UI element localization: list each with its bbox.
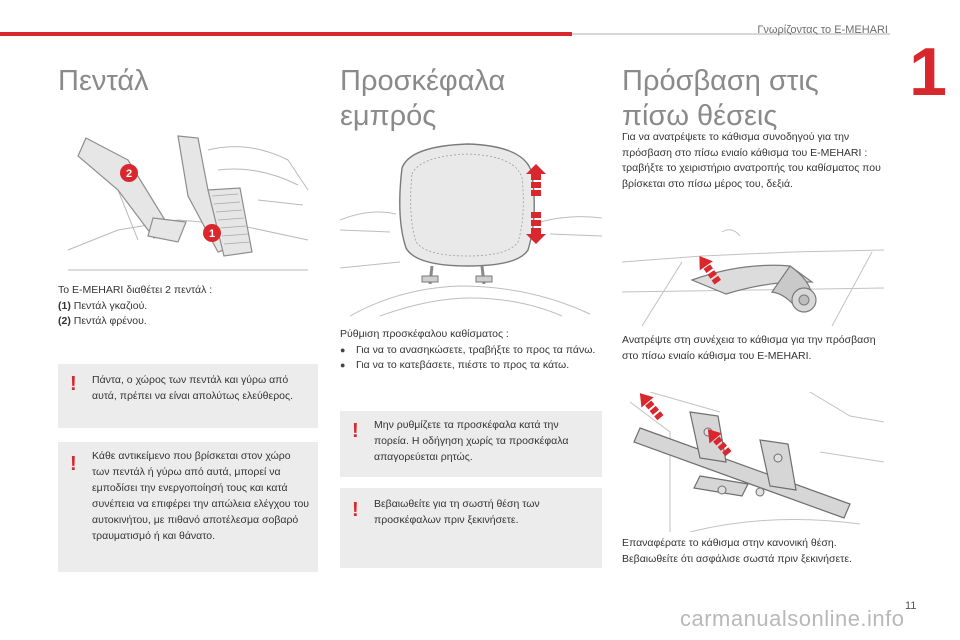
pedals-warning-1 — [58, 364, 318, 428]
warning-text: Πάντα, ο χώρος των πεντάλ και γύρω από αυτά, πρέπει να είναι απολύτως ελεύθερος. — [92, 374, 293, 402]
pedals-illustration — [58, 130, 318, 276]
rear-access-title-line1: Πρόσβαση στις — [622, 65, 819, 97]
warning-text: Βεβαιωθείτε για τη σωστή θέση των προσκέφαλων πριν ξεκινήσετε. — [374, 498, 540, 526]
headrest-description — [340, 327, 602, 374]
warning-text: Μην ρυθμίζετε τα προσκέφαλα κατά την πορεία. Η οδήγηση χωρίς τα προσκέφαλα απαγορεύεται ρητώς. — [374, 419, 569, 463]
pedals-title: Πεντάλ — [58, 65, 149, 97]
seat-tilt-illustration — [630, 392, 884, 532]
rear-access-title-line2: πίσω θέσεις — [622, 100, 778, 132]
warning-icon: ! — [352, 420, 359, 442]
warning-icon: ! — [352, 499, 359, 521]
header-accent-bar — [0, 32, 572, 36]
rear-access-title — [622, 64, 819, 134]
headrest-warning-1 — [340, 411, 602, 477]
watermark: carmanualsonline.info — [680, 606, 905, 631]
pedal-item-brake: (2) Πεντάλ φρένου. — [58, 315, 147, 327]
headrest-title-line2: εμπρός — [340, 100, 437, 132]
rear-access-para-3: Επαναφέρατε το κάθισμα στην κανονική θέση. Βεβαιωθείτε ότι ασφάλισε σωστά πριν ξεκινήσετε. — [622, 537, 852, 565]
callout-2-label: 2 — [125, 168, 133, 180]
headrest-warning-2 — [340, 488, 602, 568]
headrest-intro: Ρύθμιση προσκέφαλου καθίσματος : — [340, 328, 509, 340]
pedal-item-accelerator: (1) Πεντάλ γκαζιού. — [58, 299, 148, 312]
callout-1-label: 1 — [208, 228, 216, 240]
headrest-instructions — [340, 343, 602, 374]
page-number: 11 — [905, 600, 917, 612]
rear-access-para-1: Για να ανατρέψετε το κάθισμα συνοδηγού για την πρόσβαση στο πίσω ενιαίο κάθισμα του E-MEHARI : τραβήξτε το χειριστήριο ανατροπής του καθίσματος που βρίσκεται στο πίσω μέρος του, δεξιά. — [622, 131, 881, 190]
rear-access-para-2: Ανατρέψτε στη συνέχεια το κάθισμα για την πρόσβαση στο πίσω ενιαίο κάθισμα του E-MEHARI. — [622, 334, 876, 362]
headrest-illustration — [340, 138, 602, 318]
chapter-number: 1 — [909, 34, 947, 110]
pedals-warning-2 — [58, 442, 318, 572]
bullet-lower: ● Για να το κατεβάσετε, πιέστε το προς τα κάτω. — [340, 358, 602, 374]
headrest-title — [340, 64, 505, 134]
headrest-title-line1: Προσκέφαλα — [340, 65, 506, 97]
warning-text: Κάθε αντικείμενο που βρίσκεται στον χώρο των πεντάλ ή γύρω από αυτά, μπορεί να εμποδίσει την ενεργοποίησή τους και κατά συνέπεια να επιφέρει την απώλεια ελέγχου του αυτοκινήτου, με πιθανό αποτέλεσμα σοβαρό τραυματισμό ή και θάνατο. — [92, 450, 310, 542]
section-header: Γνωρίζοντας το E-MEHARI — [757, 24, 888, 36]
pedals-intro: Το E-MEHARI διαθέτει 2 πεντάλ : — [58, 284, 213, 296]
warning-icon: ! — [70, 373, 77, 395]
pedals-description — [58, 283, 320, 330]
seat-lever-illustration — [622, 222, 884, 326]
bullet-raise: ● Για να το ανασηκώσετε, τραβήξτε το προς τα πάνω. — [340, 343, 602, 359]
warning-icon: ! — [70, 453, 77, 475]
